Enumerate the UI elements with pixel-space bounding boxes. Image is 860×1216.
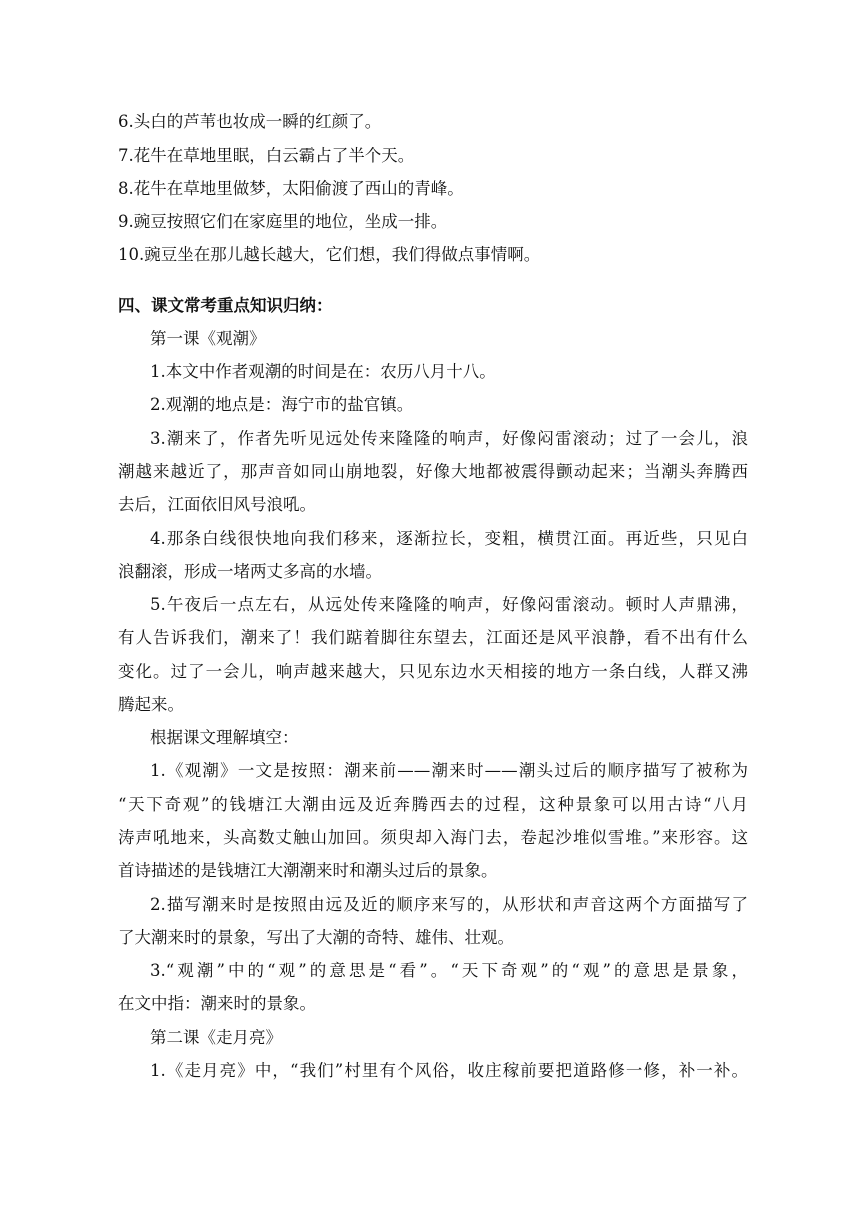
sentence-6: 6.头白的芦苇也妆成一瞬的红颜了。	[118, 112, 382, 131]
sentence-8: 8.花牛在草地里做梦，太阳偷渡了西山的青峰。	[118, 179, 464, 198]
fill-in-1-line-1: 1.《观潮》一文是按照：潮来前——潮来时——潮头过后的顺序描写了被称为	[150, 761, 748, 780]
lesson-2-point-1: 1.《走月亮》中，“我们”村里有个风俗，收庄稼前要把道路修一修，补一补。	[150, 1061, 748, 1080]
fill-in-1-line-3: 涛声吼地来，头高数丈触山加回。须臾却入海门去，卷起沙堆似雪堆。”来形容。这	[118, 828, 748, 847]
fill-in-1-line-2: “天下奇观”的钱塘江大潮由远及近奔腾西去的过程，这种景象可以用古诗“八月	[118, 795, 748, 814]
lesson-1-title: 第一课《观潮》	[150, 329, 266, 348]
lesson-1-point-5-line-1: 5.午夜后一点左右，从远处传来隆隆的响声，好像闷雷滚动。顿时人声鼎沸，	[150, 595, 748, 614]
lesson-1-point-5-line-4: 腾起来。	[118, 695, 184, 714]
sentence-9: 9.豌豆按照它们在家庭里的地位，坐成一排。	[118, 212, 448, 231]
lesson-1-point-4-line-1: 4.那条白线很快地向我们移来，逐渐拉长，变粗，横贯江面。再近些，只见白	[150, 529, 748, 548]
lesson-1-point-5-line-3: 变化。过了一会儿，响声越来越大，只见东边水天相接的地方一条白线，人群又沸	[118, 662, 748, 681]
fill-in-2-line-2: 了大潮来时的景象，写出了大潮的奇特、雄伟、壮观。	[118, 928, 514, 947]
fill-in-2-line-1: 2.描写潮来时是按照由远及近的顺序来写的，从形状和声音这两个方面描写了	[150, 895, 748, 914]
lesson-1-point-5-line-2: 有人告诉我们，潮来了！我们踮着脚往东望去，江面还是风平浪静，看不出有什么	[118, 628, 748, 647]
fill-in-heading: 根据课文理解填空：	[150, 728, 299, 747]
section-heading: 四、课文常考重点知识归纳：	[118, 296, 333, 315]
sentence-7: 7.花牛在草地里眠，白云霸占了半个天。	[118, 146, 415, 165]
lesson-1-point-3-line-1: 3.潮来了，作者先听见远处传来隆隆的响声，好像闷雷滚动；过了一会儿，浪	[150, 429, 748, 448]
sentence-10: 10.豌豆坐在那儿越长越大，它们想，我们得做点事情啊。	[118, 245, 541, 264]
fill-in-1-line-4: 首诗描述的是钱塘江大潮潮来时和潮头过后的景象。	[118, 861, 498, 880]
lesson-1-point-3-line-3: 去后，江面依旧风号浪吼。	[118, 495, 316, 514]
fill-in-3-line-2: 在文中指：潮来时的景象。	[118, 994, 316, 1013]
lesson-1-point-2: 2.观潮的地点是：海宁市的盐官镇。	[150, 395, 414, 414]
lesson-2-title: 第二课《走月亮》	[150, 1028, 282, 1047]
lesson-1-point-3-line-2: 潮越来越近了，那声音如同山崩地裂，好像大地都被震得颤动起来；当潮头奔腾西	[118, 462, 748, 481]
lesson-1-point-4-line-2: 浪翻滚，形成一堵两丈多高的水墙。	[118, 562, 382, 581]
fill-in-3-line-1: 3.“观潮”中的“观”的意思是“看”。“天下奇观”的“观”的意思是景象，	[150, 961, 748, 980]
lesson-1-point-1: 1.本文中作者观潮的时间是在：农历八月十八。	[150, 362, 496, 381]
